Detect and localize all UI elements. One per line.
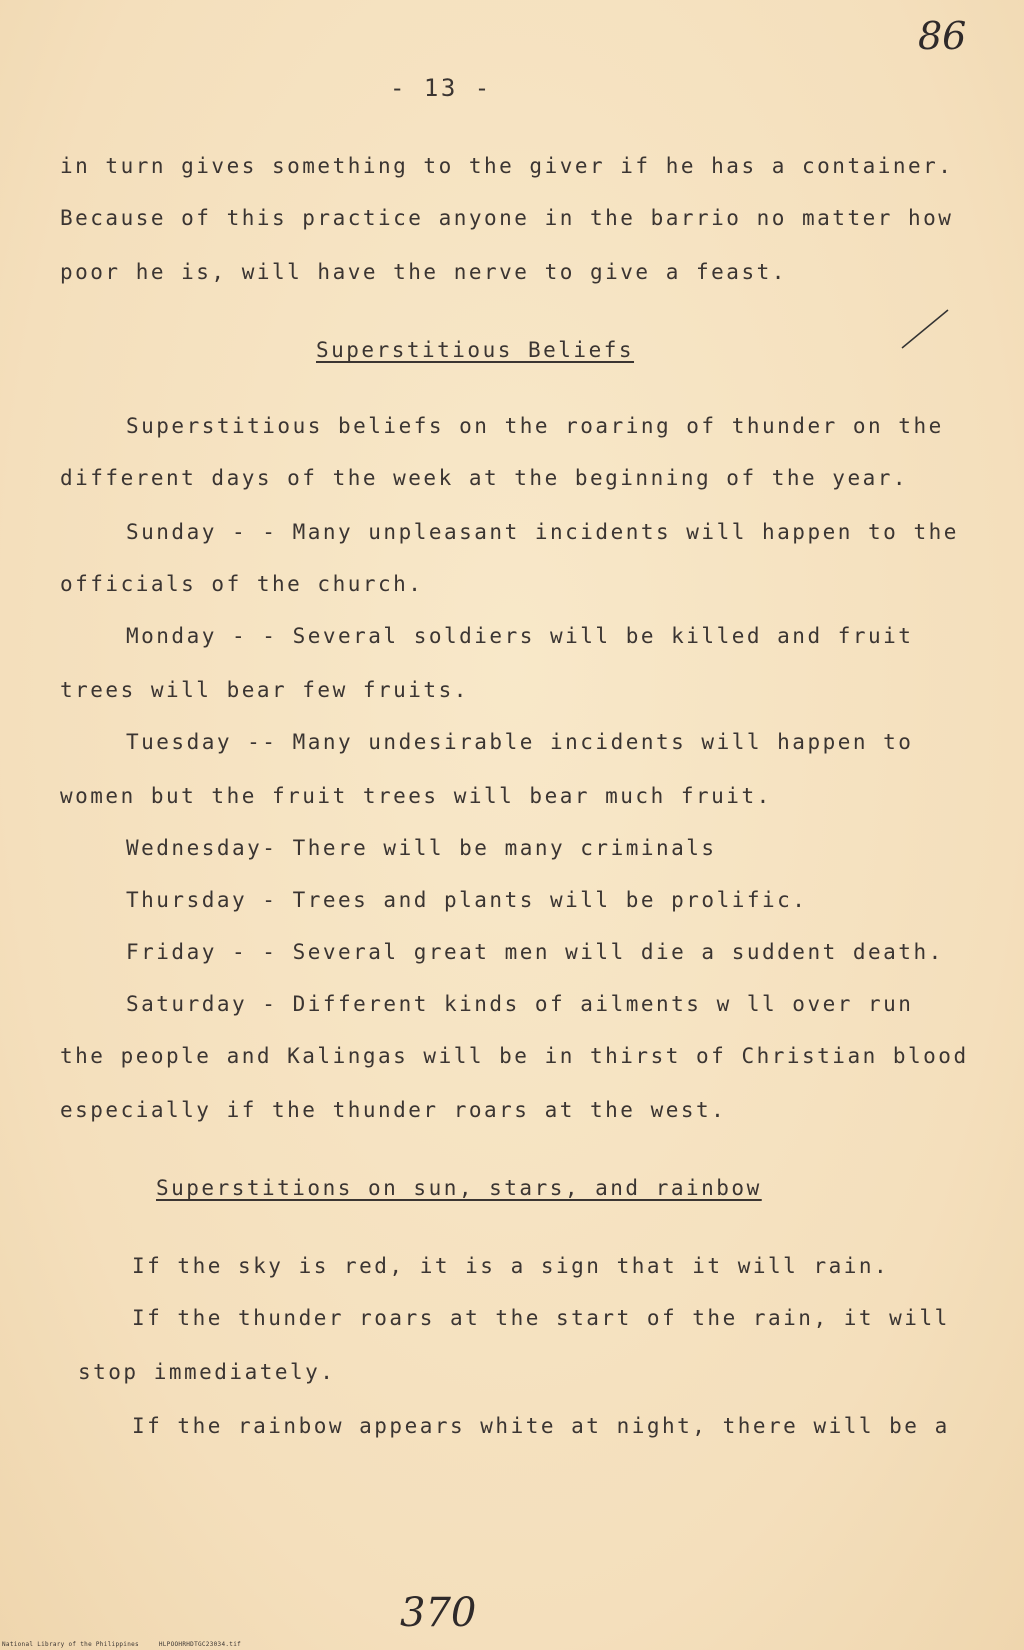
handwritten-folio-number: 370 bbox=[400, 1590, 477, 1636]
text-line: the people and Kalingas will be in thirst of Christian blood bbox=[60, 1044, 969, 1068]
library-name: National Library of the Philippines bbox=[2, 1641, 139, 1648]
page-number: - 13 - bbox=[390, 74, 492, 102]
text-line: women but the fruit trees will bear much fruit. bbox=[60, 784, 772, 808]
file-id: HLPOOHRHDTGC23034.tif bbox=[158, 1641, 242, 1648]
scan-footer bbox=[2, 1641, 257, 1648]
text-line: Monday - - Several soldiers will be killed and fruit bbox=[126, 624, 914, 648]
text-line: If the sky is red, it is a sign that it will rain. bbox=[132, 1254, 890, 1278]
text-line: If the rainbow appears white at night, there will be a bbox=[132, 1414, 950, 1438]
text-line: officials of the church. bbox=[60, 572, 424, 596]
text-line: Thursday - Trees and plants will be prolific. bbox=[126, 888, 808, 912]
handwritten-page-annotation: 86 bbox=[918, 14, 967, 58]
text-line: especially if the thunder roars at the west. bbox=[60, 1098, 727, 1122]
text-line: Tuesday -- Many undesirable incidents will happen to bbox=[126, 730, 914, 754]
text-line: If the thunder roars at the start of the rain, it will bbox=[132, 1306, 950, 1330]
text-line: Friday - - Several great men will die a suddent death. bbox=[126, 940, 944, 964]
text-line: Saturday - Different kinds of ailments w ll over run bbox=[126, 992, 914, 1016]
text-line: in turn gives something to the giver if he has a container. bbox=[60, 154, 954, 178]
text-line: Because of this practice anyone in the barrio no matter how bbox=[60, 206, 954, 230]
text-line: stop immediately. bbox=[78, 1360, 336, 1384]
text-line: trees will bear few fruits. bbox=[60, 678, 469, 702]
text-line: different days of the week at the beginning of the year. bbox=[60, 466, 909, 490]
section-heading-superstitious-beliefs: Superstitious Beliefs bbox=[316, 338, 635, 362]
text-line: Superstitious beliefs on the roaring of thunder on the bbox=[126, 414, 944, 438]
text-line: Wednesday- There will be many criminals bbox=[126, 836, 717, 860]
pencil-check-mark bbox=[898, 306, 958, 356]
section-heading-superstitions-sun-stars-rainbow: Superstitions on sun, stars, and rainbow bbox=[156, 1176, 762, 1200]
text-line: poor he is, will have the nerve to give a feast. bbox=[60, 260, 787, 284]
text-line: Sunday - - Many unpleasant incidents will happen to the bbox=[126, 520, 959, 544]
